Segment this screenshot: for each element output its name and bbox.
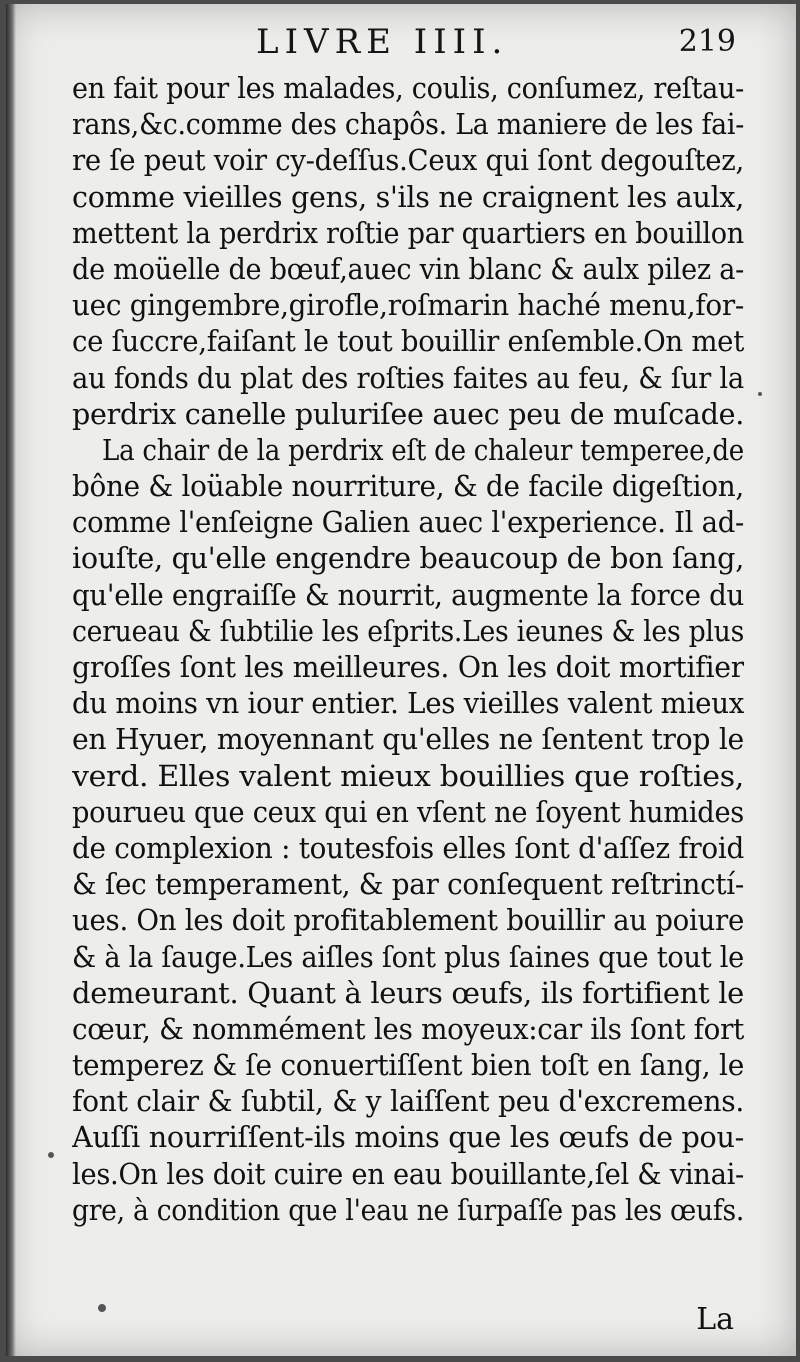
text-line: rans,&c.comme des chapôs. La maniere de les fai- — [72, 107, 744, 142]
text-line: groſſes ſont les meilleures. On les doit mortifier — [72, 650, 744, 684]
body-text — [72, 70, 744, 1228]
page-header — [6, 22, 796, 66]
text-line: pourueu que ceux qui en vſent ne ſoyent humides — [72, 794, 744, 829]
ink-speck — [98, 1304, 106, 1312]
text-line: temperez & ſe conuertiſſent bien toſt en ſang, le — [72, 1048, 744, 1083]
text-line: de complexion : toutesfois elles ſont d'aſſez froid — [72, 830, 744, 865]
text-line: uec gingembre,girofle,roſmarin haché menu,for- — [72, 288, 744, 323]
binding-gutter — [6, 4, 16, 1356]
text-line: cerueau & ſubtilie les eſprits.Les ieunes & les plus — [72, 613, 744, 648]
text-line: au fonds du plat des roſties faites au feu, & ſur la — [72, 360, 744, 395]
text-line: & à la ſauge.Les aiſles ſont plus ſaines que tout le — [72, 939, 744, 974]
text-line: perdrix canelle puluriſee auec peu de muſcade. — [72, 396, 744, 431]
text-line: du moins vn iour entier. Les vieilles valent mieux — [72, 686, 744, 721]
text-line: en Hyuer, moyennant qu'elles ne ſentent trop le — [72, 722, 744, 757]
page-number: 219 — [678, 24, 736, 59]
text-line: re ſe peut voir cy-deſſus.Ceux qui ſont degouſtez, — [72, 143, 744, 178]
text-line: ues. On les doit profitablement bouillir au poiure — [72, 903, 744, 938]
text-line: qu'elle engraiſſe & nourrit, augmente la force du — [72, 577, 744, 612]
catchword: La — [696, 1302, 734, 1337]
text-line: mettent la perdrix roſtie par quartiers en bouillon — [72, 215, 744, 250]
text-line: bône & loüable nourriture, & de facile digeſtion, — [72, 469, 744, 504]
text-line: Auſſi nourriſſent-ils moins que les œufs de pou- — [72, 1120, 744, 1155]
text-line: cœur, & nommément les moyeux:car ils ſont fort — [72, 1011, 744, 1046]
text-line: de moüelle de bœuf,auec vin blanc & aulx pilez a- — [72, 251, 744, 286]
running-title: LIVRE IIII. — [256, 22, 509, 62]
ink-speck — [48, 1152, 54, 1158]
text-line: comme l'enſeigne Galien auec l'experience. Il ad- — [72, 505, 744, 540]
text-line: font clair & ſubtil, & y laiſſent peu d'excremens. — [72, 1084, 744, 1119]
text-line: verd. Elles valent mieux bouillies que roſties, — [72, 758, 744, 793]
paragraph-start-line: La chair de la perdrix eſt de chaleur temperee,de — [102, 432, 744, 467]
text-line: ce ſuccre,faiſant le tout bouillir enſemble.On met — [72, 324, 744, 359]
book-page — [6, 4, 796, 1356]
text-line: comme vieilles gens, s'ils ne craignent les aulx, — [72, 179, 744, 214]
text-line: & ſec temperament, & par conſequent reſtrinctí- — [72, 867, 744, 902]
text-line: iouſte, qu'elle engendre beaucoup de bon ſang, — [72, 541, 744, 576]
ink-speck — [758, 392, 762, 396]
text-line: les.On les doit cuire en eau bouillante,ſel & vinai- — [72, 1156, 744, 1191]
text-line: en fait pour les malades, coulis, conſumez, reſtau- — [72, 71, 744, 105]
text-line: gre, à condition que l'eau ne ſurpaſſe pas les œufs. — [72, 1192, 744, 1227]
text-line: demeurant. Quant à leurs œufs, ils fortifient le — [72, 975, 744, 1010]
